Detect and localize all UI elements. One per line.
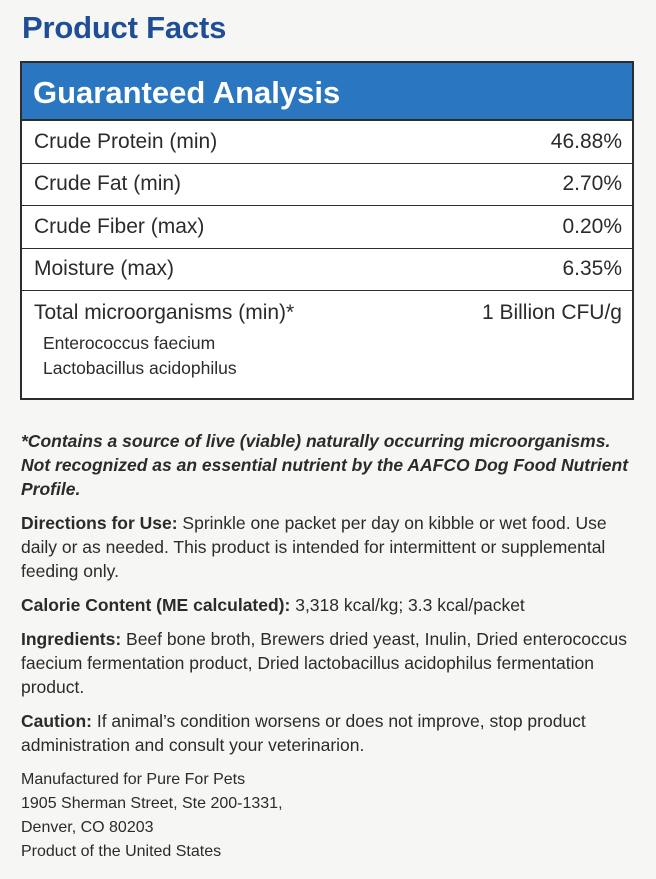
- notes-section: [21, 429, 631, 767]
- microorganisms-row: [22, 291, 632, 381]
- origin-line: Product of the United States: [21, 843, 222, 860]
- row-value: 1 Billion CFU/g: [481, 301, 622, 324]
- table-row: [22, 249, 632, 292]
- ingredients-label: Ingredients:: [21, 629, 122, 649]
- row-label: Crude Fiber (max): [34, 214, 205, 238]
- row-value: 2.70%: [562, 172, 622, 196]
- caution-text: If animal’s condition worsens or does not improve, stop product administration and consult your veterinarion.: [21, 711, 586, 755]
- calorie-text: 3,318 kcal/kg; 3.3 kcal/packet: [290, 595, 525, 615]
- manufacturer-line: Manufactured for Pure For Pets: [21, 771, 246, 788]
- directions-label: Directions for Use:: [21, 513, 178, 533]
- footnote: *Contains a source of live (viable) naturally occurring microorganisms. Not recognized as an essential nutrient by the AAFCO Dog Food Nutrient Profile.: [21, 431, 629, 499]
- ingredients-text: Beef bone broth, Brewers dried yeast, Inulin, Dried enterococcus faecium fermentation product, Dried lactobacillus acidophilus fermentation product.: [21, 629, 627, 697]
- page-title: Product Facts: [22, 10, 227, 45]
- ingredients-paragraph: [21, 627, 631, 699]
- strain-item: Enterococcus faecium: [43, 333, 216, 353]
- address-line: 1905 Sherman Street, Ste 200-1331,: [21, 795, 283, 812]
- strain-list: [34, 331, 622, 381]
- calorie-label: Calorie Content (ME calculated):: [21, 595, 291, 615]
- city-line: Denver, CO 80203: [21, 819, 154, 836]
- strain-item: Lactobacillus acidophilus: [43, 358, 237, 378]
- manufacturer-block: [21, 768, 283, 864]
- caution-label: Caution:: [21, 711, 92, 731]
- row-value: 46.88%: [550, 129, 622, 153]
- calorie-paragraph: [21, 593, 631, 617]
- row-label: Crude Fat (min): [34, 172, 182, 196]
- table-row: [22, 206, 632, 249]
- directions-text: Sprinkle one packet per day on kibble or wet food. Use daily or as needed. This product is intended for intermittent or supplemental feeding only.: [21, 513, 607, 581]
- row-label: Total microorganisms (min)*: [34, 301, 295, 324]
- caution-paragraph: [21, 709, 631, 757]
- table-row: [22, 164, 632, 207]
- table-row: [22, 121, 632, 164]
- analysis-heading: Guaranteed Analysis: [22, 63, 632, 121]
- row-label: Crude Protein (min): [34, 129, 218, 153]
- directions-paragraph: [21, 511, 631, 583]
- row-value: 6.35%: [562, 257, 622, 281]
- guaranteed-analysis-table: [20, 61, 634, 400]
- row-label: Moisture (max): [34, 257, 175, 281]
- row-value: 0.20%: [562, 214, 622, 238]
